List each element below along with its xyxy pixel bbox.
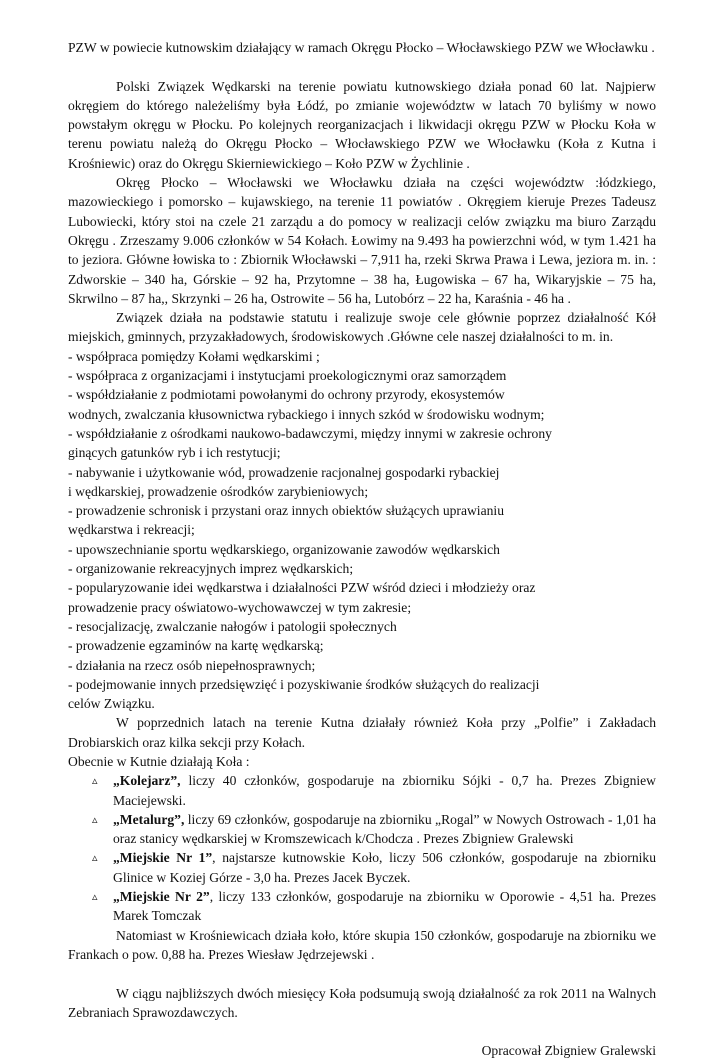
goal-line: - nabywanie i użytkowanie wód, prowadzenie racjonalnej gospodarki rybackiej <box>68 464 500 480</box>
signature: Opracował Zbigniew Gralewski <box>481 1043 656 1059</box>
triangle-bullet-icon: ▵ <box>92 851 98 865</box>
club-details: , najstarsze kutnowskie Koło, liczy 506 członków, gospodaruje na zbiorniku Glinice w Koziej Górze - 3,0 ha. Prezes Jacek Byczek. <box>113 850 656 885</box>
triangle-bullet-icon: ▵ <box>92 812 98 826</box>
triangle-bullet-icon: ▵ <box>92 890 98 904</box>
district-paragraph: Okręg Płocko – Włocławski we Włocławku działa na części województw :łódzkiego, mazowieckiego i pomorsko – kujawskiego, na terenie 11 powiatów . Okręgiem kieruje Prezes Tadeusz Lubowiecki, który stoi na czele 21 zarządu a do pomocy w realizacji celów związku ma biuro Zarządu Okręgu . Zrzeszamy 9.006 członków w 54 Kołach. Łowimy na 9.493 ha powierzchni wód, w tym 1.421 ha to jeziora. Główne łowiska to : Zbiornik Włocławski – 7,911 ha, rzeki Skrwa Prawa i Lewa, jeziora m. in. : Zdworskie – 340 ha, Górskie – 92 ha, Przytomne – 38 ha, Ługowiska – 67 ha, Wikaryjskie – 75 ha, Skrwilno – 87 ha,, Skrzynki – 26 ha, Ostrowite – 56 ha, Lutobórz – 22 ha, Karaśnia - 46 ha . <box>68 175 656 306</box>
spacer <box>68 1022 656 1041</box>
goal-line: - współpraca pomiędzy Kołami wędkarskimi ; <box>68 348 320 364</box>
goal-line: prowadzenie pracy oświatowo-wychowawczej w tym zakresie; <box>68 599 412 615</box>
spacer <box>68 57 656 76</box>
goal-line: celów Związku. <box>68 696 155 712</box>
goal-line: - współdziałanie z podmiotami powołanymi do ochrony przyrody, ekosystemów <box>68 387 505 403</box>
list-item <box>68 771 656 810</box>
club-details: liczy 69 członków, gospodaruje na zbiorniku „Rogal” w Nowych Ostrowach - 1,01 ha oraz stanicy wędkarskiej w Kromszewicach k/Chodcza . Prezes Zbigniew Gralewski <box>113 811 656 847</box>
goal-line: - organizowanie rekreacyjnych imprez wędkarskich; <box>68 561 354 577</box>
former-clubs-paragraph: W poprzednich latach na terenie Kutna działały również Koła przy „Polfie” i Zakładach Drobiarskich oraz kilka sekcji przy Kołach. <box>68 715 656 750</box>
goal-line: - działania na rzecz osób niepełnosprawnych; <box>68 657 316 673</box>
club-details: , liczy 133 członków, gospodaruje na zbiorniku w Oporowie - 4,51 ha. Prezes Marek Tomczak <box>113 889 656 924</box>
goal-line: - resocjalizację, zwalczanie nałogów i patologii społecznych <box>68 618 397 634</box>
club-name: „Miejskie Nr 2” <box>113 889 210 905</box>
document-page <box>68 38 656 1061</box>
goal-line: wędkarstwa i rekreacji; <box>68 522 195 538</box>
club-name: „Kolejarz”, <box>113 773 181 789</box>
summary-paragraph: W ciągu najbliższych dwóch miesięcy Koła podsumują swoją działalność za rok 2011 na Walnych Zebraniach Sprawozdawczych. <box>68 985 656 1020</box>
goal-line: - podejmowanie innych przedsięwzięć i pozyskiwanie środków służących do realizacji <box>68 676 540 692</box>
goal-line: - współpraca z organizacjami i instytucjami proekologicznymi oraz samorządem <box>68 368 507 384</box>
clubs-intro: Obecnie w Kutnie działają Koła : <box>68 753 250 769</box>
history-paragraph: Polski Związek Wędkarski na terenie powiatu kutnowskiego działa ponad 60 lat. Najpierw okręgiem do którego należeliśmy była Łódź, po zmianie województw w latach 70 byliśmy w nowo powstałym okręgu w Płocku. Po kolejnych reorganizacjach i likwidacji okręgu PZW w Płocku Koła w terenu powiatu należą do Okręgu Płocko – Włocławskiego PZW we Włocławku (Koła z Kutna i Krośniewic) oraz do Okręgu Skierniewickiego – Koło PZW w Żychlinie . <box>68 78 656 171</box>
goal-line: i wędkarskiej, prowadzenie ośrodków zarybieniowych; <box>68 483 369 499</box>
goal-line: ginących gatunków ryb i ich restytucji; <box>68 445 281 461</box>
list-item <box>68 810 656 849</box>
goal-line: - współdziałanie z ośrodkami naukowo-badawczymi, między innymi w zakresie ochrony <box>68 425 552 441</box>
krosniewice-paragraph: Natomiast w Krośniewicach działa koło, które skupia 150 członków, gospodaruje na zbiorniku we Frankach o pow. 0,88 ha. Prezes Wiesław Jędrzejewski . <box>68 927 656 962</box>
goal-line: - upowszechnianie sportu wędkarskiego, organizowanie zawodów wędkarskich <box>68 541 500 557</box>
intro-paragraph: PZW w powiecie kutnowskim działający w ramach Okręgu Płocko – Włocławskiego PZW we Włocławku . <box>68 40 655 55</box>
list-item <box>68 887 656 926</box>
club-name: „Miejskie Nr 1” <box>113 850 213 866</box>
goal-line: - prowadzenie egzaminów na kartę wędkarską; <box>68 638 324 654</box>
triangle-bullet-icon: ▵ <box>92 774 98 788</box>
goal-line: - prowadzenie schronisk i przystani oraz innych obiektów służących uprawianiu <box>68 503 504 519</box>
goal-line: - popularyzowanie idei wędkarstwa i działalności PZW wśród dzieci i młodzieży oraz <box>68 580 536 596</box>
goal-line: wodnych, zwalczania kłusownictwa rybackiego i innych szkód w środowisku wodnym; <box>68 406 545 422</box>
goals-list <box>68 347 656 714</box>
list-item <box>68 848 656 887</box>
spacer <box>68 964 656 983</box>
goals-intro-paragraph: Związek działa na podstawie statutu i realizuje swoje cele głównie poprzez działalność Kół miejskich, gminnych, przyzakładowych, środowiskowych .Główne cele naszej działalności to m. in. <box>68 310 656 345</box>
clubs-list <box>68 771 656 925</box>
club-details: liczy 40 członków, gospodaruje na zbiorniku Sójki - 0,7 ha. Prezes Zbigniew Maciejewski. <box>113 773 656 808</box>
club-name: „Metalurg”, <box>113 811 185 827</box>
